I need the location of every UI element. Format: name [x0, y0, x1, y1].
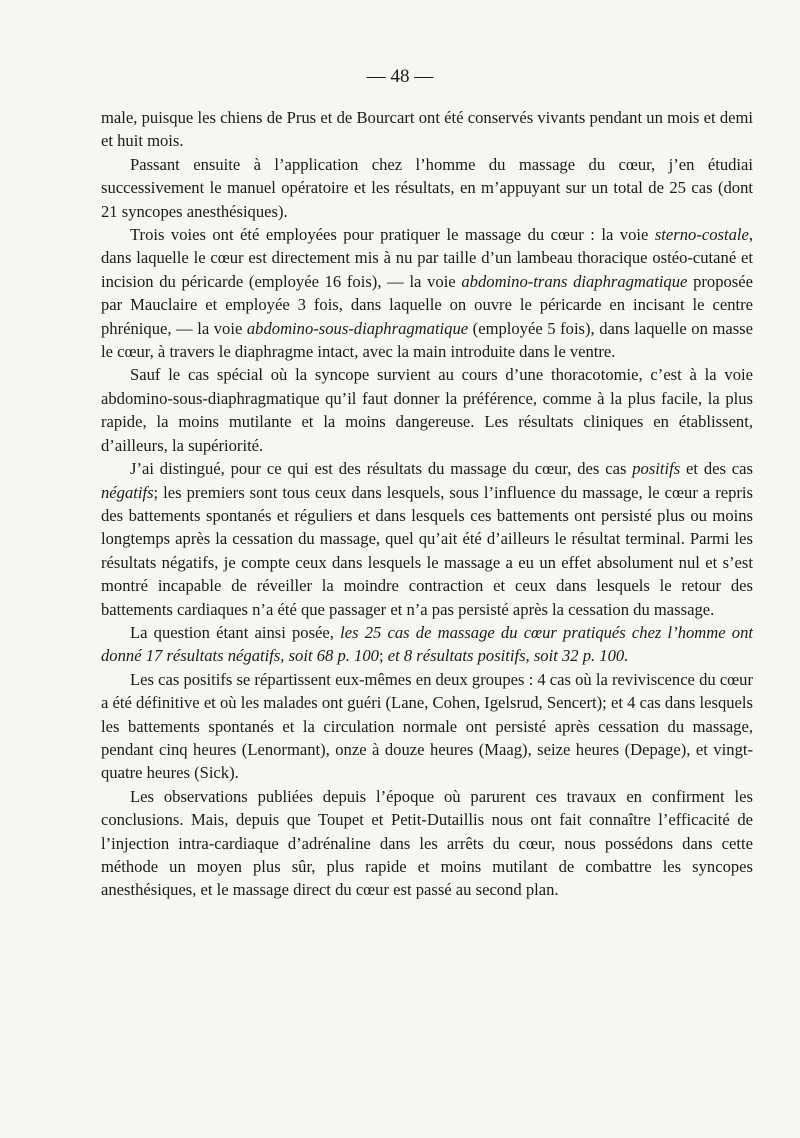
page-number: — 48 — — [366, 66, 434, 87]
text-run: male, puisque les chiens de Prus et de Bourcart ont été conservés vivants pendant un mois et demi et huit mois. — [101, 108, 753, 151]
text-run: et des cas — [680, 459, 753, 479]
paragraph — [101, 668, 753, 785]
italic-text: les 25 cas de massage du cœur pratiqués chez l’homme ont donné 17 résultats négatifs, soit 68 p. 100 — [101, 622, 753, 666]
paragraph — [101, 785, 753, 902]
text-run: La question étant ainsi posée, — [130, 622, 341, 642]
italic-text: sterno-costale — [654, 225, 749, 245]
text-run: ; — [378, 646, 388, 666]
text-run: J’ai distingué, pour ce qui est des résultats du massage du cœur, des cas — [130, 459, 633, 479]
text-run: Passant ensuite à l’application chez l’homme du massage du cœur, j’en étudiai successivement le manuel opératoire et les résultats, en m’appuyant sur un total de 25 cas (dont 21 syncopes anesthésiques). — [101, 154, 753, 221]
text-run: , dans laquelle le cœur est directement mis à nu par taille d’un lambeau thoracique ostéo-cutané et incision du péricarde (employée 16 fois), — la voie — [101, 225, 753, 291]
body-text — [101, 106, 753, 902]
text-run: Sauf le cas spécial où la syncope survient au cours d’une thoracotomie, c’est à la voie abdomino-sous-diaphragmatique qu’il faut donner la préférence, comme à la plus facile, la plus rapide, la moins mutilante et la moins dangereuse. Les résultats cliniques en établissent, d’ailleurs, la supériorité. — [101, 365, 753, 455]
text-run: proposée par Mauclaire et employée 3 fois, dans laquelle on ouvre le péricarde en incisant le centre phrénique, — la voie — [101, 271, 753, 338]
paragraph — [101, 363, 753, 457]
italic-text: négatifs — [101, 482, 154, 502]
paragraph-continuation — [101, 106, 753, 153]
text-run: ; les premiers sont tous ceux dans lesquels, sous l’influence du massage, le cœur a repris des battements spontanés et réguliers et dans lesquels ces battements ont persisté plus ou moins longtemps après la cessation du massage, quel qu’ait été d’ailleurs le résultat terminal. Parmi les résultats négatifs, je compte ceux dans lesquels le massage a eu un effet absolument nul et s’est montré incapable de réveiller la moindre contraction et ceux dans lesquels le retour des battements cardiaques n’a été que passager et n’a pas persisté après la cessation du massage. — [101, 482, 753, 619]
text-run: Les observations publiées depuis l’époque où parurent ces travaux en confirment les conclusions. Mais, depuis que Toupet et Petit-Dutaillis nous ont fait connaître l’efficacité de l’injection intra-cardiaque d’adrénaline dans les arrêts du cœur, nous possédons dans cette méthode un moyen plus sûr, plus rapide et moins mutilant de combattre les syncopes anesthésiques, et le massage direct du cœur est passé au second plan. — [101, 786, 753, 900]
paragraph — [101, 457, 753, 621]
italic-text: abdomino-sous-diaphragmatique — [246, 318, 469, 338]
italic-text: positifs — [632, 459, 681, 479]
italic-text: abdomino-trans diaphragmatique — [461, 271, 688, 291]
paragraph — [101, 223, 753, 363]
text-run: (employée 5 fois), dans laquelle on masse le cœur, à travers le diaphragme intact, avec la main introduite dans le ventre. — [101, 318, 754, 362]
text-run: Trois voies ont été employées pour pratiquer le massage du cœur : la voie — [130, 225, 655, 245]
text-run: Les cas positifs se répartissent eux-mêmes en deux groupes : 4 cas où la reviviscence du cœur a été définitive et où les malades ont guéri (Lane, Cohen, Igelsrud, Sencert); et 4 cas dans lesquels les battements spontanés et la circulation normale ont persisté après cessation du massage, pendant cinq heures (Lenormant), onze à douze heures (Maag), seize heures (Depage), et vingt-quatre heures (Sick). — [101, 669, 753, 783]
paragraph — [101, 153, 753, 223]
italic-text: et 8 résultats positifs, soit 32 p. 100. — [387, 646, 629, 666]
paragraph — [101, 621, 753, 668]
